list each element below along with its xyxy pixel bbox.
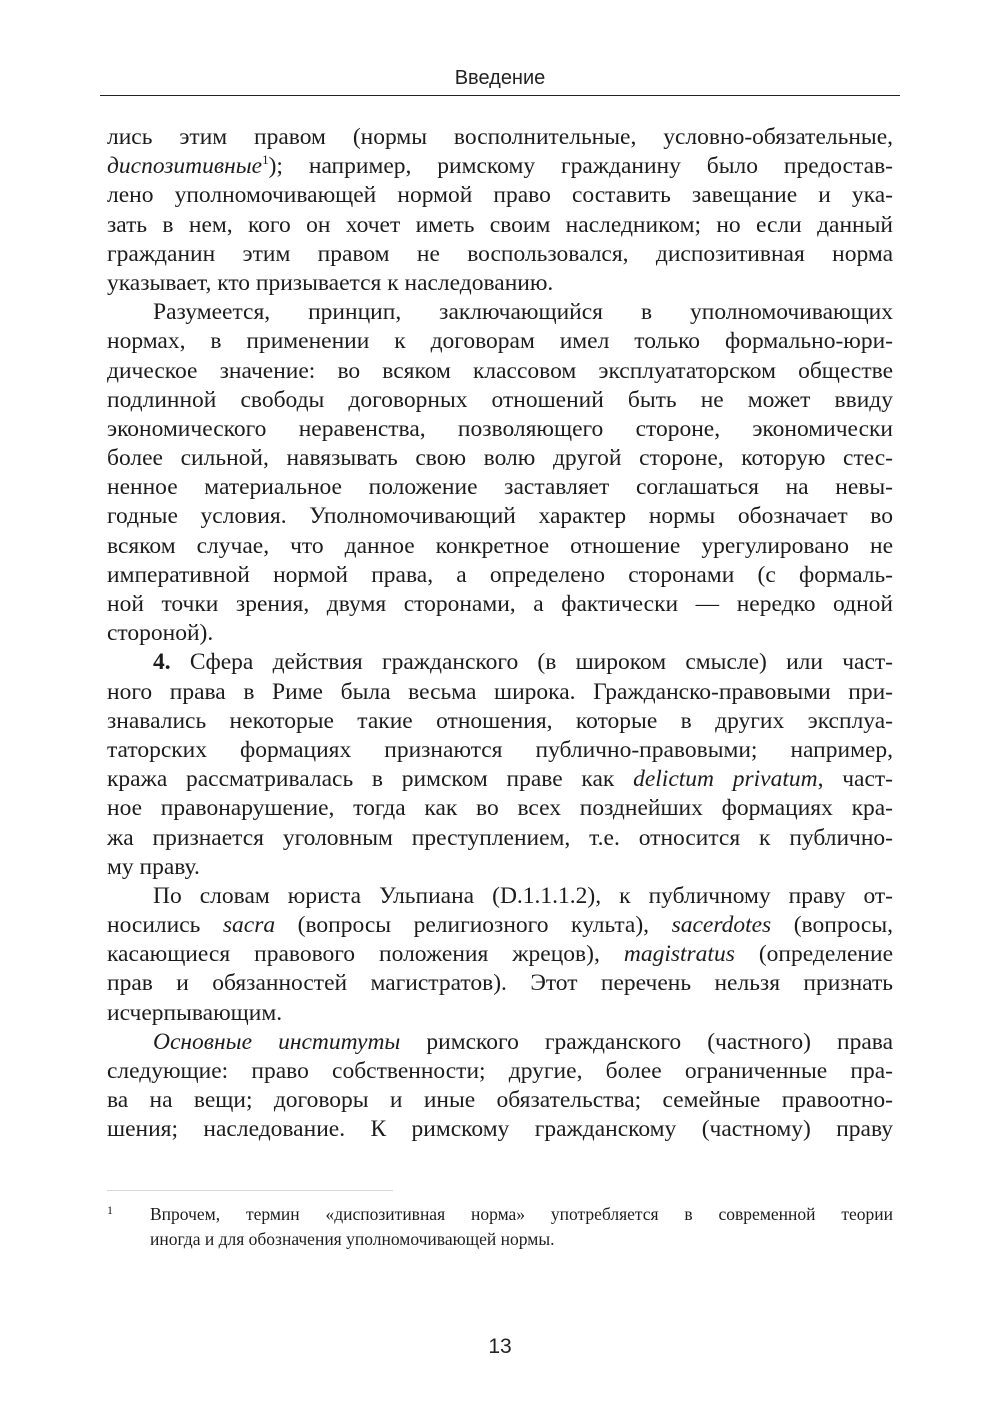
paragraph-2 [107, 298, 893, 648]
text-line: следующие: право собственности; другие, более ограниченные пра- [107, 1058, 893, 1084]
text-line: 4. Сфера действия гражданского (в широком смысле) или част- [153, 649, 893, 676]
text-line: лено уполномочивающей нормой право составить завещание и ука- [107, 182, 893, 209]
section-number: 4. [153, 649, 171, 676]
text-line: носились sacra (вопросы религиозного культа), sacerdotes (вопросы, [107, 912, 893, 939]
text-line: По словам юриста Ульпиана (D.1.1.1.2), к публичному праву от- [153, 882, 893, 909]
italic-term: delictum privatum [633, 766, 818, 793]
running-header: Введение [454, 67, 546, 89]
text-line: исчерпывающим. [107, 999, 283, 1026]
footnote-rule [107, 1190, 393, 1191]
footnote [107, 1202, 893, 1252]
text-line: подлинной свободы договорных отношений быть не может ввиду [107, 386, 893, 413]
text-line: кража рассматривалась в римском праве как delictum privatum, част- [107, 766, 893, 793]
text-line: Разумеется, принцип, заключающийся в уполномочивающих [153, 299, 893, 326]
text-line: диспозитивные$^1$); например, римскому гражданину было предостав- [107, 152, 893, 180]
text-line: экономического неравенства, позволяющего стороне, экономически [107, 415, 893, 442]
paragraph-1 [107, 123, 893, 298]
text-line: дическое значение: во всяком классовом эксплуататорском обществе [107, 357, 893, 384]
footnote-reference[interactable]: 1 [262, 152, 269, 168]
italic-term: диспозитивные [107, 153, 263, 180]
text-line: Основные институты римского гражданского (частного) права [153, 1028, 893, 1055]
page-number: 13 [488, 1335, 512, 1358]
paragraph-4 [107, 882, 893, 1028]
text-line: ненное материальное положение заставляет соглашаться на невы- [107, 474, 893, 501]
text-line: ной точки зрения, двумя сторонами, а фактически — нередко одной [107, 591, 893, 617]
text-line: знавались некоторые такие отношения, которые в других эксплуа- [107, 707, 893, 734]
text-line: шения; наследование. К римскому гражданскому (частному) праву [107, 1116, 893, 1143]
text-line: ного права в Риме была весьма широка. Гражданско-правовыми при- [107, 678, 893, 705]
italic-term: sacerdotes [671, 912, 772, 939]
text-line: всяком случае, что данное конкретное отношение урегулировано не [107, 532, 893, 559]
paragraph-3 [107, 648, 893, 882]
text-line: му праву. [107, 853, 200, 880]
footnote-line: иногда и для обозначения уполномочивающей нормы. [150, 1229, 555, 1249]
text-line: годные условия. Уполномочивающий характер нормы обозначает во [107, 503, 893, 530]
text-line: ва на вещи; договоры и иные обязательства; семейные правоотно- [107, 1087, 893, 1114]
text-line: указывает, кто призывается к наследованию. [107, 269, 554, 296]
footnote-text [150, 1202, 893, 1252]
header-rule [100, 95, 900, 96]
text-line: стороной). [107, 620, 214, 647]
text-line: императивной нормой права, а определено сторонами (с формаль- [107, 561, 893, 588]
text-line: прав и обязанностей магистратов). Этот перечень нельзя признать [107, 970, 893, 997]
paragraph-5 [107, 1028, 893, 1145]
text-line: жа признается уголовным преступлением, т.е. относится к публично- [107, 824, 893, 851]
italic-term: sacra [222, 912, 276, 939]
footnote-number: 1 [107, 1203, 113, 1217]
text-line: ное правонарушение, тогда как во всех позднейших формациях кра- [107, 795, 893, 822]
text-line: таторских формациях признаются публично-правовыми; например, [107, 736, 893, 763]
italic-term: magistratus [623, 941, 735, 968]
text-line: лись этим правом (нормы восполнительные, условно-обязательные, [107, 124, 893, 150]
text-line: более сильной, навязывать свою волю другой стороне, которую стес- [107, 445, 893, 472]
text-line: зать в нем, кого он хочет иметь своим наследником; но если данный [107, 211, 893, 238]
italic-term: Основные институты [153, 1028, 401, 1055]
text-line: гражданин этим правом не воспользовался, диспозитивная норма [107, 240, 893, 267]
text-line: касающиеся правового положения жрецов), magistratus (определение [107, 941, 893, 968]
text-line: нормах, в применении к договорам имел только формально-юри- [107, 328, 893, 355]
footnote-line: Впрочем, термин «диспозитивная норма» употребляется в современной теории [150, 1204, 893, 1224]
main-text [107, 123, 893, 1145]
